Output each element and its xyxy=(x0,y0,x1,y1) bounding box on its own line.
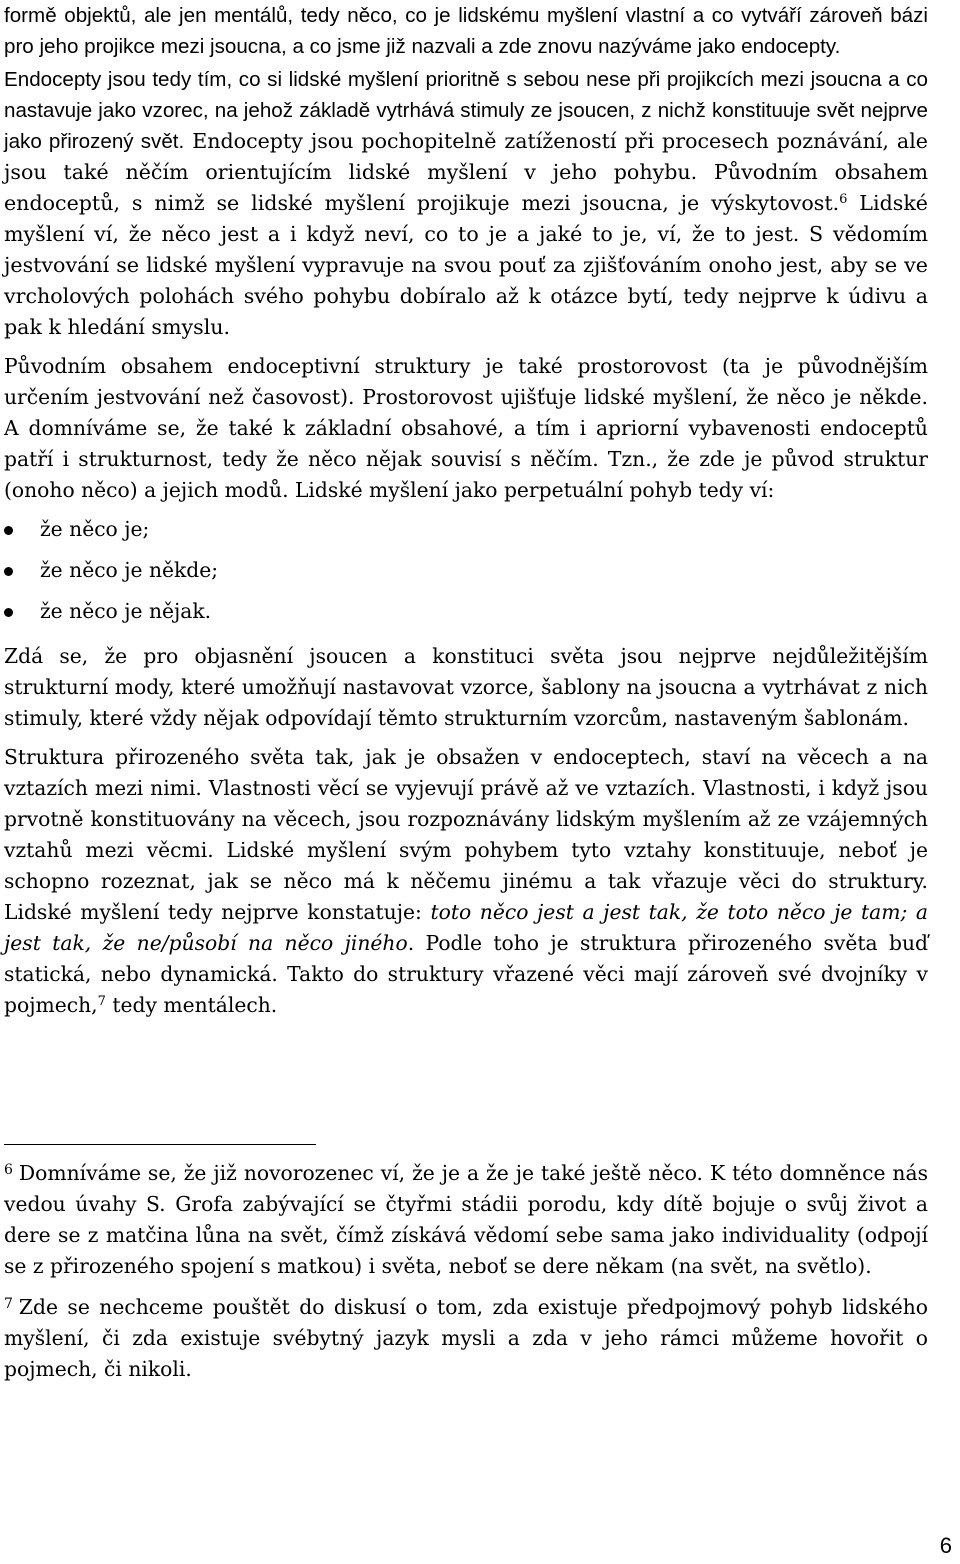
paragraph-3 xyxy=(4,351,928,506)
paragraph-5-italic: toto něco jest a jest tak, že toto něco je tam; a jest tak, že ne/působí na něco jiného xyxy=(4,900,928,955)
footnotes xyxy=(4,1158,928,1395)
paragraph-5 xyxy=(4,742,928,1021)
bullet-item-text: že něco je; xyxy=(40,517,150,541)
paragraph-5-text-c: tedy mentálech. xyxy=(105,993,278,1017)
bullet-item-text: že něco je nějak. xyxy=(40,599,212,623)
page-number: 6 xyxy=(939,1533,952,1558)
bullet-icon xyxy=(4,526,13,535)
footnote-6 xyxy=(4,1158,928,1282)
bullet-item xyxy=(4,555,928,596)
paragraph-1 xyxy=(4,0,928,62)
footnote-ref-6[interactable]: 6 xyxy=(839,192,848,207)
paragraph-2 xyxy=(4,64,928,343)
footnote-text: Domníváme se, že již novorozenec ví, že je a že je také ještě něco. K této domněnce nás vedou úvahy S. Grofa zabývající se čtyřmi stádii porodu, kdy dítě bojuje o svůj život a dere se z matčina lůna na svět, čímž získává vědomí sebe sama jako individuality (odpojí se z přirozeného spojení s matkou) i světa, neboť se dere někam (na svět, na světlo). xyxy=(4,1161,928,1278)
paragraph-5-text-b: . Podle toho je struktura přirozeného světa buď statická, nebo dynamická. Takto do struktury vřazené věci mají zároveň své dvojníky v pojmech, xyxy=(4,931,929,1017)
paragraph-1-text: formě objektů, ale jen mentálů, tedy něco, co je lidskému myšlení vlastní a co vytváří zároveň bázi pro jeho projikce mezi jsoucna, a co jsme již nazvali a zde znovu nazýváme jako endocepty. xyxy=(4,4,928,58)
footnote-7 xyxy=(4,1292,928,1385)
footnote-separator xyxy=(4,1144,316,1145)
bullet-item xyxy=(4,514,928,555)
bullet-icon xyxy=(4,567,13,576)
bullet-item-text: že něco je někde; xyxy=(40,558,219,582)
paragraph-4-text: Zdá se, že pro objasnění jsoucen a konstituci světa jsou nejprve nejdůležitějším strukturní mody, které umožňují nastavovat vzorce, šablony na jsoucna a vytrhávat z nich stimuly, které vždy nějak odpovídají těmto strukturním vzorcům, nastaveným šablonám. xyxy=(4,644,928,730)
body-text xyxy=(4,0,928,1029)
bullet-item xyxy=(4,596,928,637)
paragraph-5-text-a: Struktura přirozeného světa tak, jak je obsažen v endoceptech, staví na věcech a na vztazích mezi nimi. Vlastnosti věcí se vyjevují právě až ve vztazích. Vlastnosti, i když jsou prvotně konstituovány na věcech, jsou rozpoznávány lidským myšlením až ze vzájemných vztahů mezi věcmi. Lidské myšlení svým pohybem tyto vztahy konstituuje, neboť je schopno rozeznat, jak se něco má k něčemu jinému a tak vřazuje věci do struktury. Lidské myšlení tedy nejprve konstatuje: xyxy=(4,745,928,924)
footnote-ref-7[interactable]: 7 xyxy=(97,994,106,1009)
bullet-icon xyxy=(4,608,13,617)
paragraph-2-text-b: Endocepty jsou pochopitelně zatížeností při procesech poznávání, ale jsou také něčím orientujícím lidské myšlení v jeho pohybu. Původním obsahem endoceptů, s nimž se lidské myšlení projikuje mezi jsoucna, je výskytovost. xyxy=(4,129,928,215)
bullet-list xyxy=(4,514,928,637)
paragraph-3-text: Původním obsahem endoceptivní struktury je také prostorovost (ta je původnějším určením jestvování než časovost). Prostorovost ujišťuje lidské myšlení, že něco je někde. A domníváme se, že také k základní obsahové, a tím i apriorní vybavenosti endoceptů patří i strukturnost, tedy že něco nějak souvisí s něčím. Tzn., že zde je původ struktur (onoho něco) a jejich modů. Lidské myšlení jako perpetuální pohyb tedy ví: xyxy=(4,354,928,502)
footnote-mark: 6 xyxy=(4,1162,13,1178)
paragraph-2-text-c: Lidské myšlení ví, že něco jest a i když neví, co to je a jaké to je, ví, že to jest. S vědomím jestvování se lidské myšlení vypravuje na svou pouť za zjišťováním onoho jest, aby se ve vrcholových polohách svého pohybu dobíralo až k otázce bytí, tedy nejprve k údivu a pak k hledání smyslu. xyxy=(4,191,928,339)
paragraph-2-text-a: Endocepty jsou tedy tím, co si lidské myšlení prioritně s sebou nese při projikcích mezi jsoucna a co nastavuje jako vzorec, na jehož základě vytrhává stimuly ze jsoucen, z nichž konstituuje svět nejprve jako přirozený svět. xyxy=(4,68,928,153)
footnote-text: Zde se nechceme pouštět do diskusí o tom, zda existuje předpojmový pohyb lidského myšlení, či zda existuje svébytný jazyk mysli a zda v jeho rámci můžeme hovořit o pojmech, či nikoli. xyxy=(4,1295,928,1381)
paragraph-4 xyxy=(4,641,928,734)
footnote-mark: 7 xyxy=(4,1296,13,1312)
